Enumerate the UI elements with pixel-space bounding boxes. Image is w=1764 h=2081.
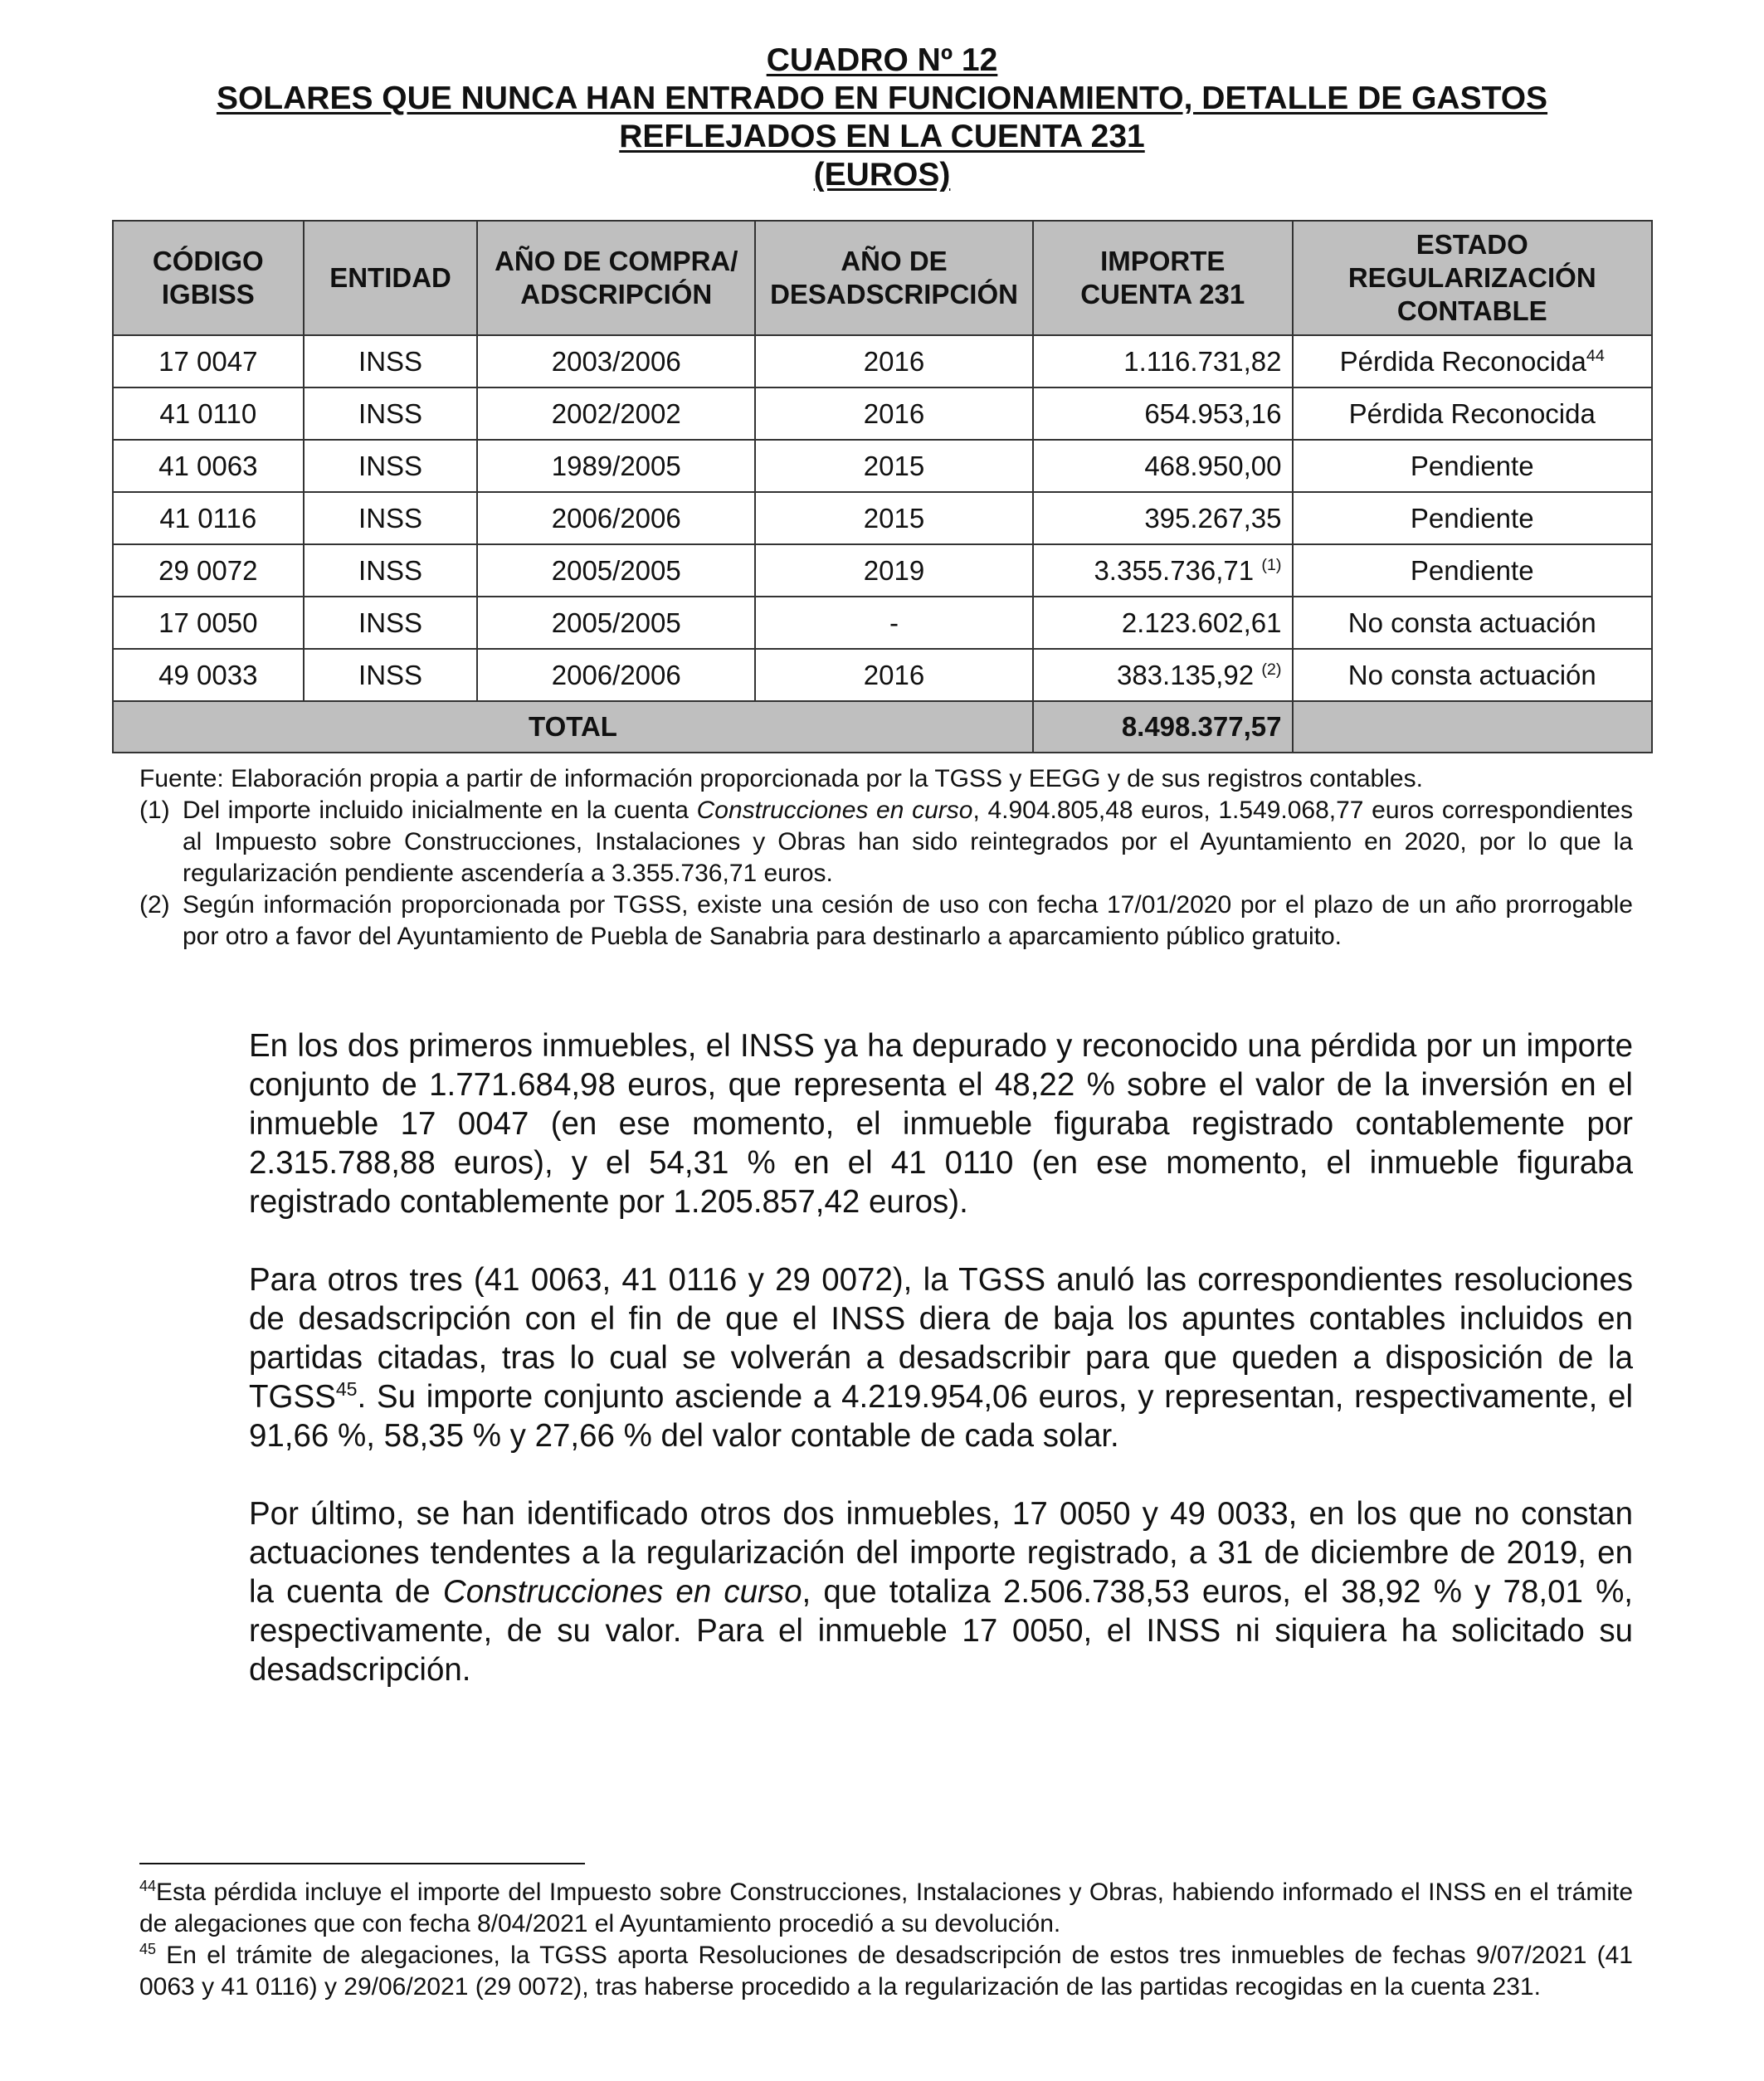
estado-value: Pendiente bbox=[1410, 450, 1534, 481]
title-line-1: CUADRO Nº 12 bbox=[766, 42, 998, 78]
cell-desadscripcion: 2019 bbox=[755, 544, 1033, 597]
source-note: Fuente: Elaboración propia a partir de información proporcionada por la TGSS y EEGG y de sus registros contables. bbox=[139, 765, 1423, 792]
total-row bbox=[113, 701, 1652, 753]
paragraph-2-b: . Su importe conjunto asciende a 4.219.954,06 euros, y representan, respectivamente, el 91,66 %, 58,35 % y 27,66 % del valor contable de cada solar. bbox=[249, 1379, 1633, 1454]
cell-estado bbox=[1293, 597, 1653, 649]
importe-value: 3.355.736,71 bbox=[1094, 554, 1255, 586]
paragraph-2-a: Para otros tres (41 0063, 41 0116 y 29 0072), la TGSS anuló las correspondientes resoluciones de desadscripción con el fin de que el INSS diera de baja los apuntes contables incluidos en partidas citadas, tras lo cual se volverán a desadscribir para que queden a disposición de la TGSS bbox=[249, 1262, 1633, 1415]
table-row bbox=[113, 335, 1652, 387]
note-1-text-a: Del importe incluido inicialmente en la cuenta bbox=[183, 797, 697, 824]
cell-importe bbox=[1033, 649, 1293, 701]
cell-compra: 2002/2002 bbox=[477, 387, 755, 440]
footnote-44-text: Esta pérdida incluye el importe del Impuesto sobre Construcciones, Instalaciones y Obras, habiendo informado el INSS en el trámite de alegaciones que con fecha 8/04/2021 el Ayuntamiento procedió a su devolución. bbox=[139, 1879, 1633, 1937]
header-compra: AÑO DE COMPRA/ ADSCRIPCIÓN bbox=[477, 221, 755, 335]
note-1-mark: (1) bbox=[139, 797, 170, 824]
paragraph-2 bbox=[249, 1260, 1633, 1455]
table-notes bbox=[139, 763, 1633, 953]
footnote-45-mark: 45 bbox=[139, 1941, 157, 1957]
estado-value: Pendiente bbox=[1410, 554, 1534, 586]
cell-desadscripcion: 2015 bbox=[755, 492, 1033, 544]
importe-value: 395.267,35 bbox=[1144, 502, 1282, 534]
cell-entidad: INSS bbox=[304, 387, 478, 440]
cell-importe bbox=[1033, 492, 1293, 544]
header-importe: IMPORTE CUENTA 231 bbox=[1033, 221, 1293, 335]
cell-importe bbox=[1033, 597, 1293, 649]
cell-desadscripcion: 2015 bbox=[755, 440, 1033, 492]
cell-codigo: 41 0063 bbox=[113, 440, 304, 492]
table-header-row bbox=[113, 221, 1652, 335]
cell-entidad: INSS bbox=[304, 492, 478, 544]
estado-value: Pendiente bbox=[1410, 502, 1534, 534]
header-desadscripcion: AÑO DE DESADSCRIPCIÓN bbox=[755, 221, 1033, 335]
table-row bbox=[113, 440, 1652, 492]
footnote-45 bbox=[139, 1940, 1633, 2003]
table-row bbox=[113, 492, 1652, 544]
footnote-44-mark: 44 bbox=[139, 1878, 157, 1894]
body-text bbox=[249, 1026, 1633, 1728]
cell-entidad: INSS bbox=[304, 335, 478, 387]
cell-estado bbox=[1293, 649, 1653, 701]
cell-estado bbox=[1293, 544, 1653, 597]
footnote-ref-45: 45 bbox=[335, 1378, 358, 1401]
note-ref-2: (2) bbox=[1261, 660, 1282, 679]
importe-value: 1.116.731,82 bbox=[1123, 345, 1282, 377]
table-row bbox=[113, 597, 1652, 649]
cell-estado bbox=[1293, 335, 1653, 387]
cell-desadscripcion: 2016 bbox=[755, 649, 1033, 701]
cell-entidad: INSS bbox=[304, 597, 478, 649]
cell-codigo: 17 0050 bbox=[113, 597, 304, 649]
note-2-text: Según información proporcionada por TGSS, existe una cesión de uso con fecha 17/01/2020 por el plazo de un año prorrogable por otro a favor del Ayuntamiento de Puebla de Sanabria para destinarlo a aparcamiento público gratuito. bbox=[183, 891, 1633, 950]
paragraph-3 bbox=[249, 1494, 1633, 1689]
note-2 bbox=[139, 889, 1633, 953]
estado-value: No consta actuación bbox=[1347, 659, 1596, 690]
footnotes bbox=[139, 1877, 1633, 2003]
cell-entidad: INSS bbox=[304, 440, 478, 492]
cell-compra: 2006/2006 bbox=[477, 492, 755, 544]
note-1 bbox=[139, 795, 1633, 889]
cell-importe bbox=[1033, 544, 1293, 597]
cell-importe bbox=[1033, 335, 1293, 387]
paragraph-3-b: , que totaliza 2.506.738,53 euros, el 38,92 % y 78,01 %, respectivamente, de su valor. Para el inmueble 17 0050, el INSS ni siquiera ha solicitado su desadscripción. bbox=[249, 1574, 1633, 1688]
estado-value: No consta actuación bbox=[1347, 607, 1596, 638]
footnote-separator bbox=[139, 1863, 585, 1864]
cell-compra: 2006/2006 bbox=[477, 649, 755, 701]
cell-codigo: 49 0033 bbox=[113, 649, 304, 701]
table-row bbox=[113, 387, 1652, 440]
total-label: TOTAL bbox=[113, 701, 1033, 753]
cell-codigo: 17 0047 bbox=[113, 335, 304, 387]
solares-table bbox=[112, 220, 1653, 753]
cell-entidad: INSS bbox=[304, 649, 478, 701]
table-title bbox=[133, 41, 1631, 194]
title-line-2: SOLARES QUE NUNCA HAN ENTRADO EN FUNCIONAMIENTO, DETALLE DE GASTOS bbox=[216, 80, 1548, 116]
cell-entidad: INSS bbox=[304, 544, 478, 597]
note-2-mark: (2) bbox=[139, 891, 170, 919]
cell-estado bbox=[1293, 440, 1653, 492]
title-line-3: REFLEJADOS EN LA CUENTA 231 bbox=[619, 119, 1145, 154]
paragraph-1: En los dos primeros inmuebles, el INSS ya ha depurado y reconocido una pérdida por un importe conjunto de 1.771.684,98 euros, que representa el 48,22 % sobre el valor de la inversión en el inmueble 17 0047 (en ese momento, el inmueble figuraba registrado contablemente por 2.315.788,88 euros), y el 54,31 % en el 41 0110 (en ese momento, el inmueble figuraba registrado contablemente por 1.205.857,42 euros). bbox=[249, 1028, 1633, 1220]
cell-codigo: 41 0116 bbox=[113, 492, 304, 544]
header-entidad: ENTIDAD bbox=[304, 221, 478, 335]
cell-codigo: 29 0072 bbox=[113, 544, 304, 597]
importe-value: 654.953,16 bbox=[1144, 397, 1282, 429]
paragraph-3-a: Por último, se han identificado otros dos inmuebles, 17 0050 y 49 0033, en los que no constan actuaciones tendentes a la regularización del importe registrado, a 31 de diciembre de 2019, en la cuenta de bbox=[249, 1496, 1633, 1610]
importe-value: 383.135,92 bbox=[1116, 659, 1255, 690]
note-ref-1: (1) bbox=[1261, 555, 1282, 574]
footnote-ref-44: 44 bbox=[1586, 346, 1605, 365]
title-line-4: (EUROS) bbox=[813, 157, 951, 193]
note-1-italic: Construcciones en curso bbox=[696, 797, 973, 824]
header-codigo: CÓDIGO IGBISS bbox=[113, 221, 304, 335]
cell-importe bbox=[1033, 440, 1293, 492]
table-row bbox=[113, 544, 1652, 597]
cell-desadscripcion: 2016 bbox=[755, 335, 1033, 387]
importe-value: 2.123.602,61 bbox=[1121, 607, 1282, 638]
total-value: 8.498.377,57 bbox=[1033, 701, 1293, 753]
total-empty-cell bbox=[1293, 701, 1653, 753]
cell-estado bbox=[1293, 387, 1653, 440]
estado-value: Pérdida Reconocida bbox=[1339, 345, 1586, 377]
footnote-45-text: En el trámite de alegaciones, la TGSS aporta Resoluciones de desadscripción de estos tres inmuebles de fechas 9/07/2021 (41 0063 y 41 0116) y 29/06/2021 (29 0072), tras haberse procedido a la regularización de las partidas recogidas en la cuenta 231. bbox=[139, 1942, 1633, 2001]
cell-compra: 2005/2005 bbox=[477, 597, 755, 649]
estado-value: Pérdida Reconocida bbox=[1348, 397, 1596, 429]
note-1-text bbox=[183, 795, 1633, 889]
cell-desadscripcion: - bbox=[755, 597, 1033, 649]
cell-estado bbox=[1293, 492, 1653, 544]
cell-codigo: 41 0110 bbox=[113, 387, 304, 440]
cell-importe bbox=[1033, 387, 1293, 440]
header-estado: ESTADO REGULARIZACIÓN CONTABLE bbox=[1293, 221, 1653, 335]
table-row bbox=[113, 649, 1652, 701]
footnote-44 bbox=[139, 1877, 1633, 1940]
cell-compra: 2005/2005 bbox=[477, 544, 755, 597]
cell-compra: 1989/2005 bbox=[477, 440, 755, 492]
note-1-text-b: , 4.904.805,48 euros, 1.549.068,77 euros correspondientes al Impuesto sobre Construcciones, Instalaciones y Obras han sido reintegrados por el Ayuntamiento en 2020, por lo que la regularización pendiente ascendería a 3.355.736,71 euros. bbox=[183, 797, 1633, 887]
cell-compra: 2003/2006 bbox=[477, 335, 755, 387]
paragraph-3-italic: Construcciones en curso bbox=[442, 1574, 802, 1610]
importe-value: 468.950,00 bbox=[1144, 450, 1282, 481]
cell-desadscripcion: 2016 bbox=[755, 387, 1033, 440]
